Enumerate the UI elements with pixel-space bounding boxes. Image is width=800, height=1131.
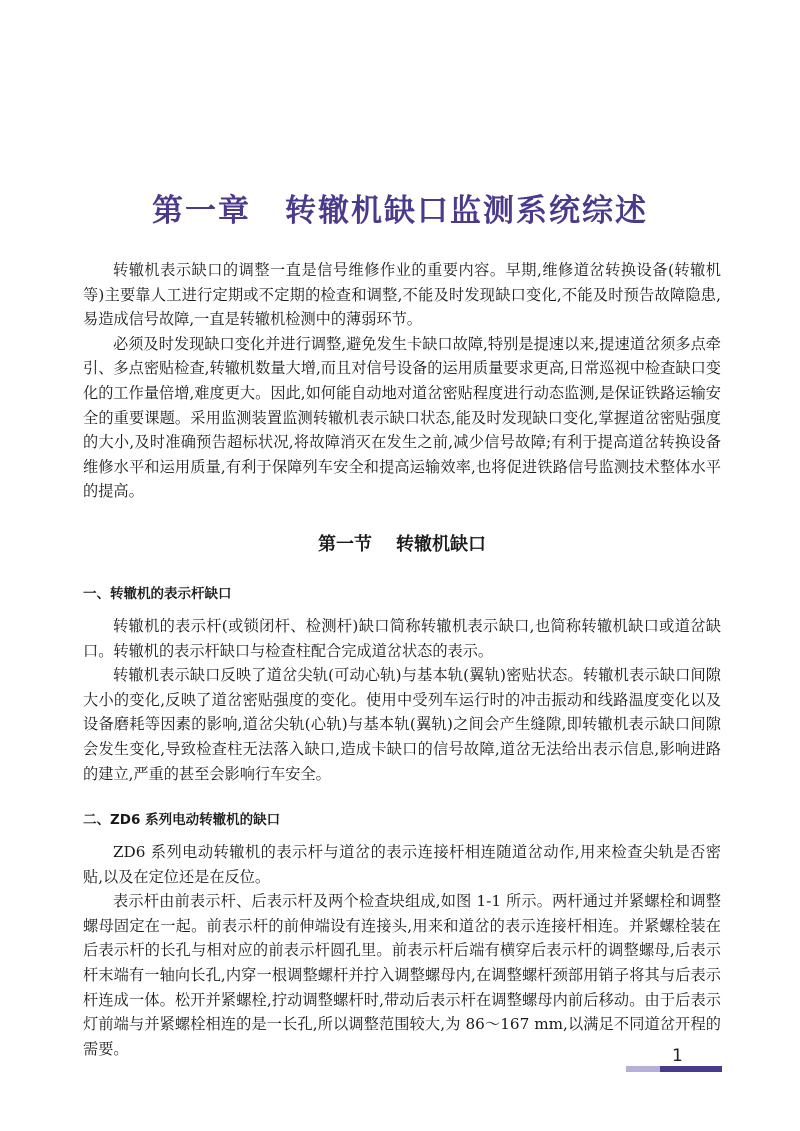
footer-accent-light: [626, 1066, 660, 1072]
page-number: 1: [672, 1046, 683, 1066]
section-title-text: 转辙机缺口: [396, 533, 486, 555]
footer-accent-bar: [626, 1066, 722, 1072]
section-label: 第一节: [318, 533, 372, 555]
subsection2-paragraph-2: 表示杆由前表示杆、后表示杆及两个检查块组成,如图 1-1 所示。两杆通过并紧螺栓和调整螺母固定在一起。前表示杆的前伸端设有连接头,用来和道岔的表示连接杆相连。并紧螺栓装在后表示杆的长孔与相对应的前表示杆圆孔里。前表示杆后端有横穿后表示杆的调整螺母,后表示杆末端有一轴向长孔,内穿一根调整螺杆并拧入调整螺母内,在调整螺杆颈部用销子将其与后表示杆连成一体。松开并紧螺栓,拧动调整螺杆时,带动后表示杆在调整螺母内前后移动。由于后表示灯前端与并紧螺栓相连的是一长孔,所以调整范围较大,为 86～167 mm,以满足不同道岔开程的需要。: [83, 892, 721, 1058]
intro-paragraph-1: 转辙机表示缺口的调整一直是信号维修作业的重要内容。早期,维修道岔转换设备(转辙机等)主要靠人工进行定期或不定期的检查和调整,不能及时发现缺口变化,不能及时预告故障隐患,易造成信号故障,一直是转辙机检测中的薄弱环节。: [83, 261, 721, 329]
chapter-title: [0, 185, 800, 230]
chapter-title-text: 转辙机缺口监测系统综述: [285, 193, 648, 229]
footer-accent-dark: [660, 1066, 722, 1072]
body-content: [83, 258, 721, 1061]
intro-paragraph-2: 必须及时发现缺口变化并进行调整,避免发生卡缺口故障,特别是提速以来,提速道岔须多点牵引、多点密贴检查,转辙机数量大增,而且对信号设备的运用质量要求更高,日常巡视中检查缺口变化的工作量倍增,难度更大。因此,如何能自动地对道岔密贴程度进行动态监测,是保证铁路运输安全的重要课题。采用监测装置监测转辙机表示缺口状态,能及时发现缺口变化,掌握道岔密贴强度的大小,及时准确预告超标状况,将故障消灭在发生之前,减少信号故障;有利于提高道岔转换设备维修水平和运用质量,有利于保障列车安全和提高运输效率,也将促进铁路信号监测技术整体水平的提高。: [83, 334, 721, 501]
section-title: [83, 530, 721, 560]
chapter-label: 第一章: [152, 193, 251, 229]
subsection-heading-2: 二、ZD6 系列电动转辙机的缺口: [83, 812, 281, 829]
subsection1-paragraph-2: 转辙机表示缺口反映了道岔尖轨(可动心轨)与基本轨(翼轨)密贴状态。转辙机表示缺口间隙大小的变化,反映了道岔密贴强度的变化。使用中受列车运行时的冲击振动和线路温度变化以及设备磨耗等因素的影响,道岔尖轨(心轨)与基本轨(翼轨)之间会产生缝隙,即转辙机表示缺口间隙会发生变化,导致检查柱无法落入缺口,造成卡缺口的信号故障,道岔无法给出表示信息,影响进路的建立,严重的甚至会影响行车安全。: [83, 666, 721, 783]
subsection2-paragraph-1: ZD6 系列电动转辙机的表示杆与道岔的表示连接杆相连随道岔动作,用来检查尖轨是否密贴,以及在定位还是在反位。: [83, 843, 721, 886]
subsection-heading-1: 一、转辙机的表示杆缺口: [83, 585, 232, 602]
subsection1-paragraph-1: 转辙机的表示杆(或锁闭杆、检测杆)缺口简称转辙机表示缺口,也简称转辙机缺口或道岔缺口。转辙机的表示杆缺口与检查柱配合完成道岔状态的表示。: [83, 616, 721, 660]
